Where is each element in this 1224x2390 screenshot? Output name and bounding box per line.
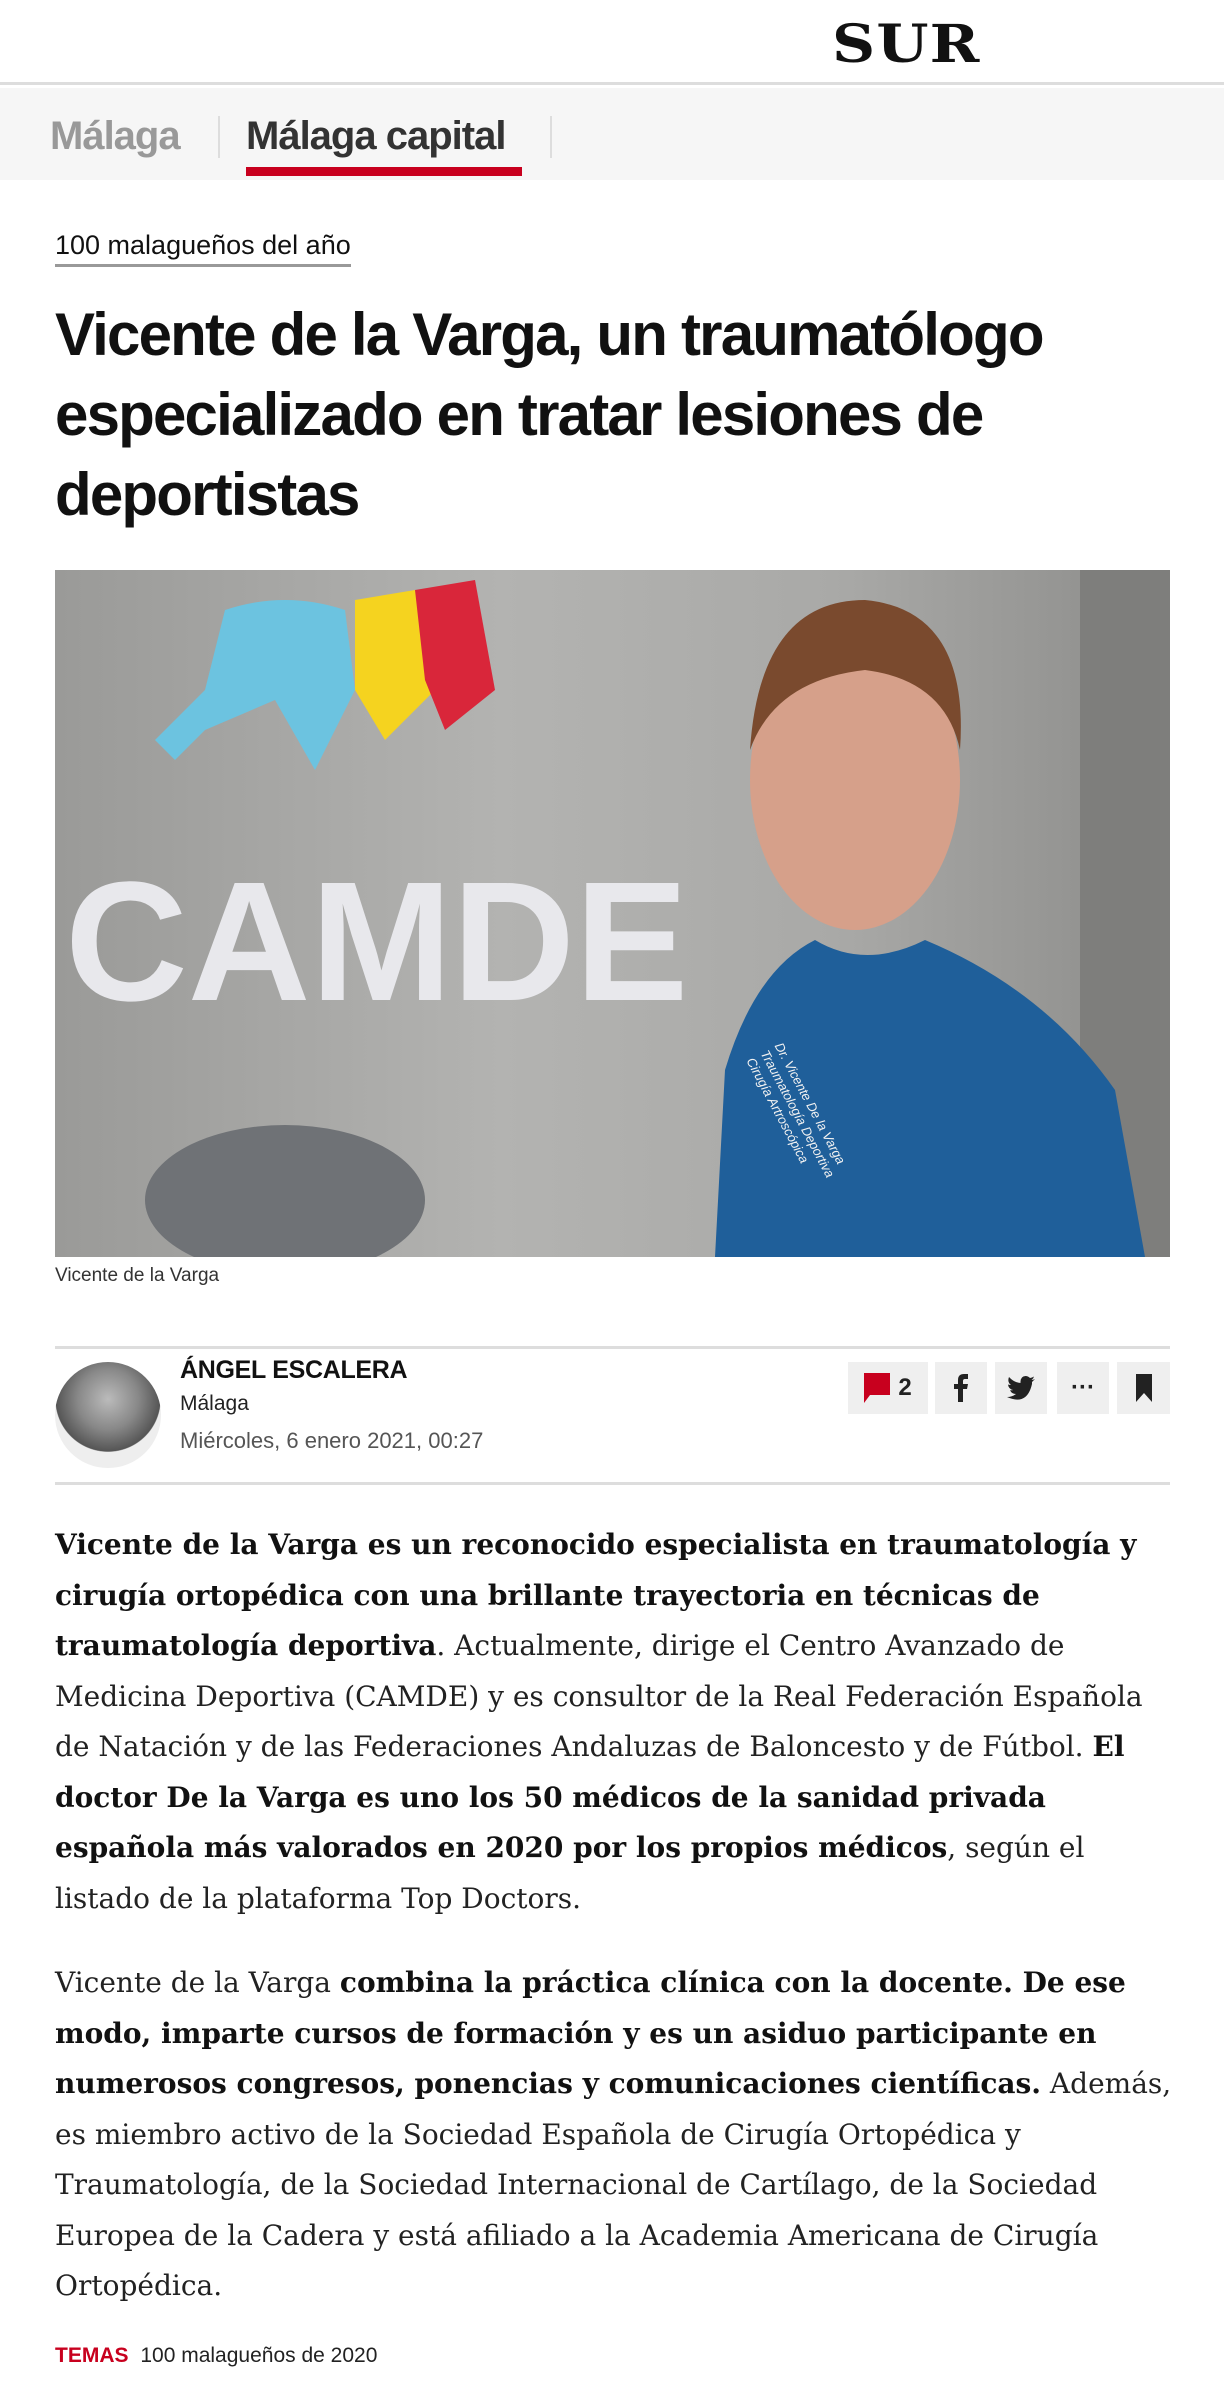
- active-tab-indicator: [246, 167, 522, 176]
- text-run: Además, es miembro activo de la Sociedad Española de Cirugía Ortopédica y Traumatología, de la Sociedad Internacional de Cartílago, de la Sociedad Europea de la Cadera y está afiliado a la Academia Americana de Cirugía Ortopédica.: [55, 2067, 1172, 2302]
- more-icon: ···: [1071, 1374, 1095, 1401]
- facebook-icon: [953, 1374, 969, 1402]
- author-name[interactable]: ÁNGEL ESCALERA: [180, 1356, 408, 1384]
- article-kicker[interactable]: 100 malagueños del año: [55, 230, 351, 267]
- photo-illustration: [55, 570, 1170, 1257]
- tab-malaga[interactable]: Málaga: [50, 114, 180, 158]
- bookmark-button[interactable]: [1117, 1362, 1170, 1414]
- tab-malaga-capital[interactable]: Málaga capital: [246, 114, 506, 158]
- article-photo: [55, 570, 1170, 1257]
- text-run: , según el listado de la plataforma Top Doctors.: [55, 1831, 1085, 1915]
- site-header: [0, 0, 1224, 85]
- page-title: Vicente de la Varga, un traumatólogo especializado en tratar lesiones de deportistas: [55, 301, 1043, 528]
- bold-text-run: Vicente de la Varga es un reconocido especialista en traumatología y cirugía ortopédica con una brillante trayectoria en técnicas de traumatología deportiva: [55, 1528, 1137, 1662]
- comments-button[interactable]: [848, 1362, 928, 1414]
- divider: [55, 1346, 1170, 1349]
- tag-link[interactable]: 100 malagueños de 2020: [140, 2344, 378, 2367]
- publish-date: Miércoles, 6 enero 2021, 00:27: [180, 1428, 484, 1453]
- shirt-embroidery: Dr. Vicente De la Varga Traumatología Deportiva Cirugía Artroscópica: [743, 1040, 849, 1181]
- facebook-share-button[interactable]: [935, 1362, 987, 1414]
- site-logo[interactable]: SUR: [832, 14, 981, 75]
- tab-separator: [218, 116, 220, 158]
- author-location: Málaga: [180, 1392, 249, 1415]
- camde-sign: CAMDE: [65, 847, 689, 1037]
- tab-separator: [550, 116, 552, 158]
- twitter-icon: [1007, 1376, 1035, 1400]
- text-run: Vicente de la Varga: [55, 1966, 340, 1999]
- bold-text-run: combina la práctica clínica con la docente. De ese modo, imparte cursos de formación y es un asiduo participante en numerosos congresos, ponencias y comunicaciones científicas.: [55, 1966, 1126, 2100]
- bookmark-icon: [1136, 1374, 1152, 1402]
- divider: [55, 1482, 1170, 1485]
- author-avatar[interactable]: [55, 1362, 161, 1468]
- more-options-button[interactable]: [1057, 1362, 1109, 1414]
- photo-caption: Vicente de la Varga: [55, 1265, 220, 1286]
- tags-section: [55, 2344, 377, 2368]
- tags-label: TEMAS: [55, 2344, 129, 2367]
- article-paragraph: [55, 1958, 1175, 2312]
- comment-icon: [864, 1373, 890, 1403]
- twitter-share-button[interactable]: [995, 1362, 1047, 1414]
- article-paragraph: [55, 1520, 1175, 1924]
- text-run: . Actualmente, dirige el Centro Avanzado de Medicina Deportiva (CAMDE) y es consultor de la Real Federación Española de Natación y de las Federaciones Andaluzas de Baloncesto y de Fútbol.: [55, 1629, 1143, 1763]
- section-nav: [0, 88, 1224, 180]
- comments-count: 2: [898, 1374, 912, 1401]
- bold-text-run: El doctor De la Varga es uno los 50 médicos de la sanidad privada española más valorados en 2020 por los propios médicos: [55, 1730, 1125, 1864]
